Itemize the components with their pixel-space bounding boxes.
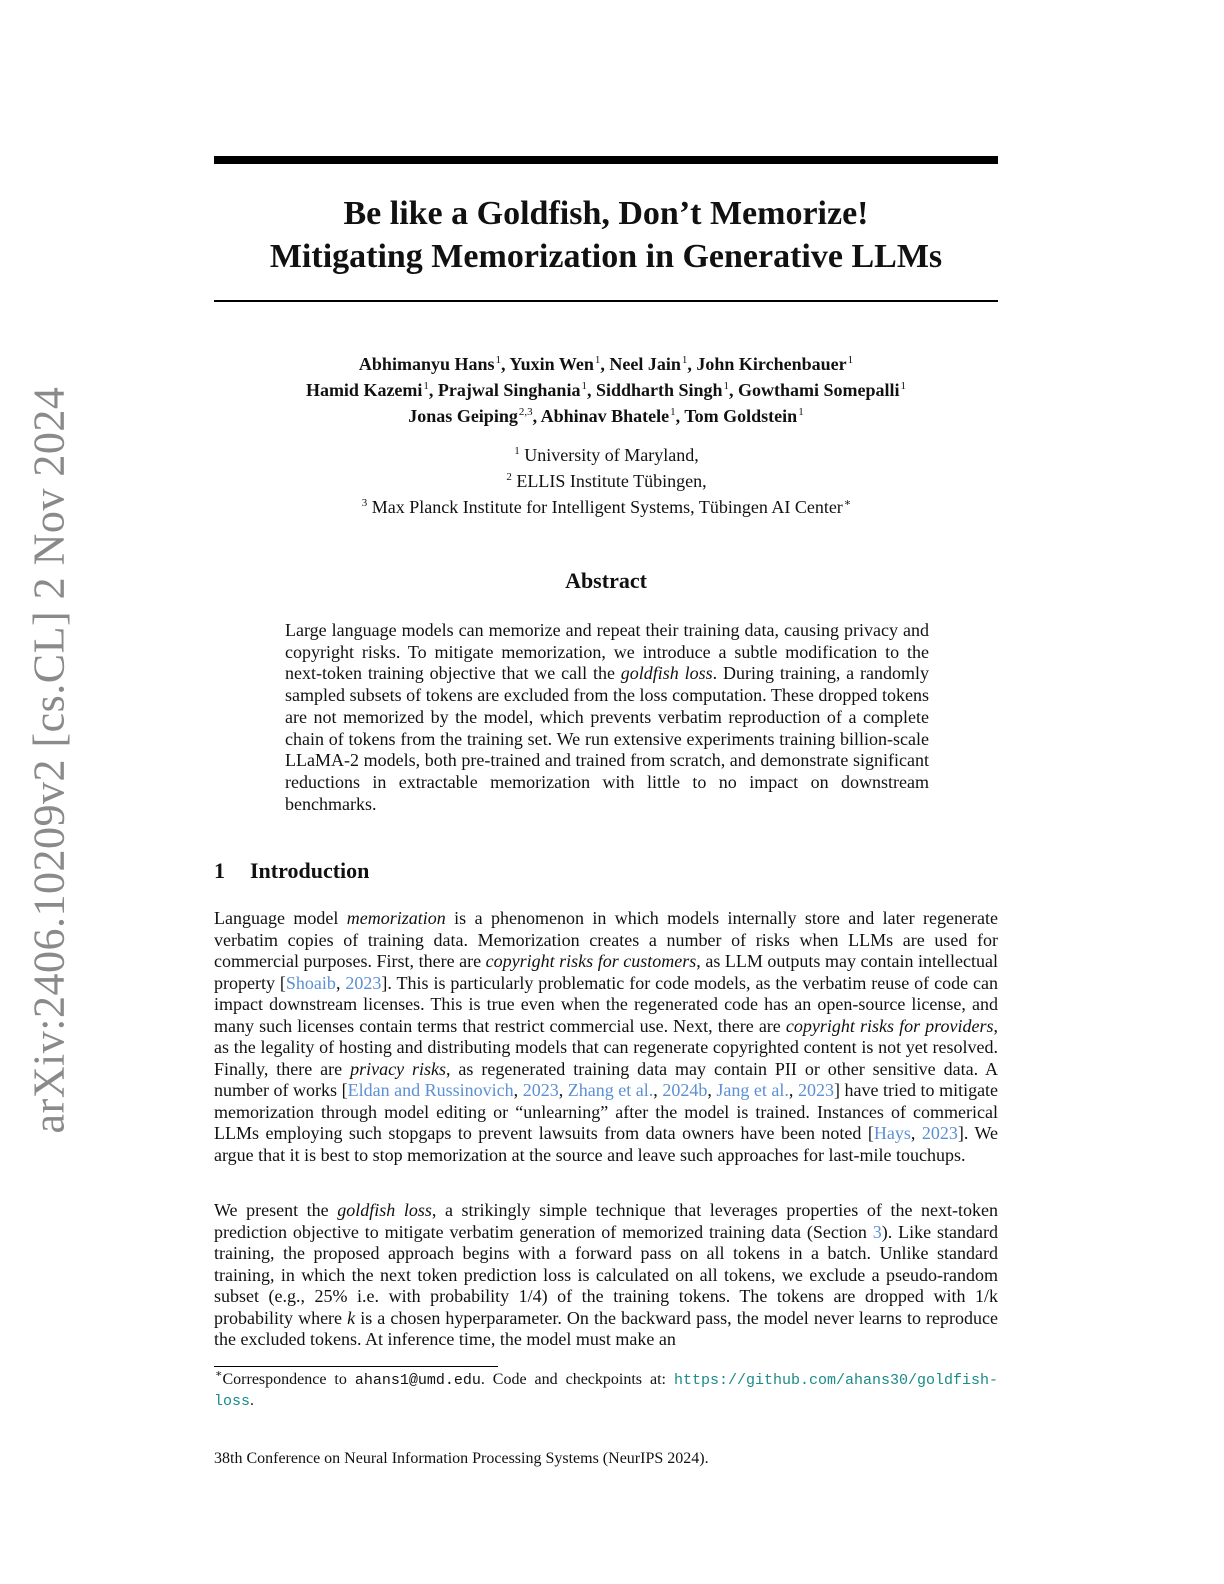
- section-title: Introduction: [250, 858, 370, 883]
- citation-link[interactable]: Shoaib: [285, 972, 336, 993]
- citation-link[interactable]: 2024b: [662, 1080, 708, 1100]
- intro-paragraph-2: We present the goldfish loss, a strikingly simple technique that leverages properties of the next-token prediction objective to mitigate verbatim generation of memorized training data (Section 3). Like standard training, the proposed approach begins with a forward pass on all tokens in a batch. Unlike standard training, in which the next token prediction loss is calculated on all tokens, we exclude a pseudo-random subset (e.g., 25% i.e. with probability 1/4) of the training tokens. The tokens are dropped with 1/k probability where k is a chosen hyperparameter. On the backward pass, the model never learns to reproduce the excluded tokens. At inference time, the model must make an: [214, 1200, 999, 1349]
- author-affiliation: 1: [495, 354, 501, 366]
- author-name: Abhimanyu Hans: [358, 354, 495, 374]
- footnote: ∗Correspondence to ahans1@umd.edu. Code and checkpoints at: https://github.com/ahans30/goldfish-loss.: [214, 1368, 998, 1410]
- author-name: Neel Jain: [609, 354, 681, 374]
- citation-link[interactable]: 2023: [921, 1123, 958, 1143]
- title-line-1: Be like a Goldfish, Don’t Memorize!: [343, 195, 869, 232]
- author-list: [214, 353, 998, 431]
- email-address: ahans1@umd.edu: [354, 1372, 481, 1389]
- author-name: Tom Goldstein: [684, 406, 798, 426]
- title-line-2: Mitigating Memorization in Generative LLMs: [269, 238, 943, 275]
- math-inline: k: [347, 1307, 356, 1328]
- author-affiliation: 1: [670, 406, 676, 418]
- citation-link[interactable]: Zhang et al.: [567, 1080, 654, 1100]
- citation-link[interactable]: Jang et al.: [716, 1080, 789, 1100]
- title-top-rule: [214, 156, 998, 164]
- author-name: Gowthami Somepalli: [738, 380, 900, 400]
- abstract-heading: Abstract: [565, 568, 647, 593]
- title-bottom-rule: [214, 300, 998, 302]
- author-affiliation: 1: [723, 380, 730, 392]
- citation-link[interactable]: Hays: [873, 1123, 911, 1143]
- author-affiliation: 1: [594, 354, 601, 366]
- author-line-1: Abhimanyu Hans$^1$, Yuxin Wen$^1$, Neel Jain$^1$, John Kirchenbauer$^1$: [358, 354, 854, 374]
- citation-link[interactable]: 2023: [797, 1080, 834, 1100]
- section-number: 1: [214, 858, 225, 883]
- author-name: Prajwal Singhania: [437, 380, 581, 400]
- abstract-text: Large language models can memorize and repeat their training data, causing privacy and copyright risks. To mitigate memorization, we introduce a subtle modification to the next-token training objective that we call the goldfish loss. During training, a randomly sampled subsets of tokens are excluded from the loss computation. These dropped tokens are not memorized by the model, which prevents verbatim reproduction of a complete chain of tokens from the training set. We run extensive experiments training billion-scale LLaMA-2 models, both pre-trained and trained from scratch, and demonstrate significant reductions in extractable memorization with little to no impact on downstream benchmarks.: [285, 620, 929, 814]
- arxiv-identifier: [14, 386, 84, 1134]
- citation-link[interactable]: 2023: [345, 972, 382, 993]
- affiliation-item: $^3$ Max Planck Institute for Intelligent Systems, Tübingen AI Center∗: [361, 497, 852, 517]
- math-inline: 1/4: [518, 1286, 542, 1306]
- math-inline: 1/k: [974, 1286, 998, 1306]
- author-name: Siddharth Singh: [595, 380, 723, 400]
- citation-link[interactable]: Eldan and Russinovich: [347, 1080, 514, 1100]
- author-line-2: Hamid Kazemi$^1$, Prajwal Singhania$^1$, Siddharth Singh$^1$, Gowthami Somepalli$^1$: [305, 380, 907, 400]
- affiliation-item: $^1$ University of Maryland,: [514, 445, 699, 465]
- author-affiliation: 2,3: [518, 406, 533, 418]
- venue-note: 38th Conference on Neural Information Processing Systems (NeurIPS 2024).: [214, 1450, 709, 1467]
- author-affiliation: 1: [423, 380, 429, 392]
- author-name: Jonas Geiping: [408, 406, 518, 426]
- footnote-rule: [214, 1366, 498, 1367]
- author-name: Yuxin Wen: [509, 354, 594, 374]
- arxiv-identifier-text: arXiv:2406.10209v2 [cs.CL] 2 Nov 2024: [24, 386, 74, 1134]
- author-affiliation: 1: [681, 354, 688, 366]
- paper-title: [214, 192, 998, 278]
- author-affiliation: 1: [798, 406, 804, 418]
- author-name: Hamid Kazemi: [305, 380, 423, 400]
- section-reference-link[interactable]: 3: [872, 1221, 882, 1242]
- author-name: Abhinav Bhatele: [540, 406, 670, 426]
- citation-link[interactable]: 2023: [522, 1080, 559, 1100]
- affiliation-item: $^2$ ELLIS Institute Tübingen,: [506, 471, 707, 491]
- code-url-link[interactable]: https://github.com/ahans30/goldfish-loss: [214, 1372, 998, 1410]
- section-heading: [214, 858, 369, 884]
- affiliation-list: [214, 444, 998, 522]
- intro-paragraph-1: Language model memorization is a phenomenon in which models internally store and later regenerate verbatim copies of training data. Memorization creates a number of risks when LLMs are used for commercial purposes. First, there are copyright risks for customers, as LLM outputs may contain intellectual property [Shoaib, 2023]. This is particularly problematic for code models, as the verbatim reuse of code can impact downstream licenses. This is true even when the regenerated code has an open-source license, and many such licenses contain terms that restrict commercial use. Next, there are copyright risks for providers, as the legality of hosting and distributing models that can regenerate copyrighted content is not yet resolved. Finally, there are privacy risks, as regenerated training data may contain PII or other sensitive data. A number of works [Eldan and Russinovich, 2023, Zhang et al., 2024b, Jang et al., 2023] have tried to mitigate memorization through model editing or “unlearning” after the model is trained. Instances of commerical LLMs employing such stopgaps to prevent lawsuits from data owners have been noted [Hays, 2023]. We argue that it is best to stop memorization at the source and leave such approaches for last-mile touchups.: [214, 908, 999, 1165]
- author-affiliation: 1: [847, 354, 854, 366]
- footnote-marker: ∗: [843, 497, 852, 509]
- author-affiliation: 1: [900, 380, 907, 392]
- footnote-marker: ∗: [215, 1368, 223, 1380]
- author-name: John Kirchenbauer: [696, 354, 847, 374]
- author-affiliation: 1: [581, 380, 587, 392]
- author-line-3: Jonas Geiping$^{2,3}$, Abhinav Bhatele$^1$, Tom Goldstein$^1$: [408, 406, 804, 426]
